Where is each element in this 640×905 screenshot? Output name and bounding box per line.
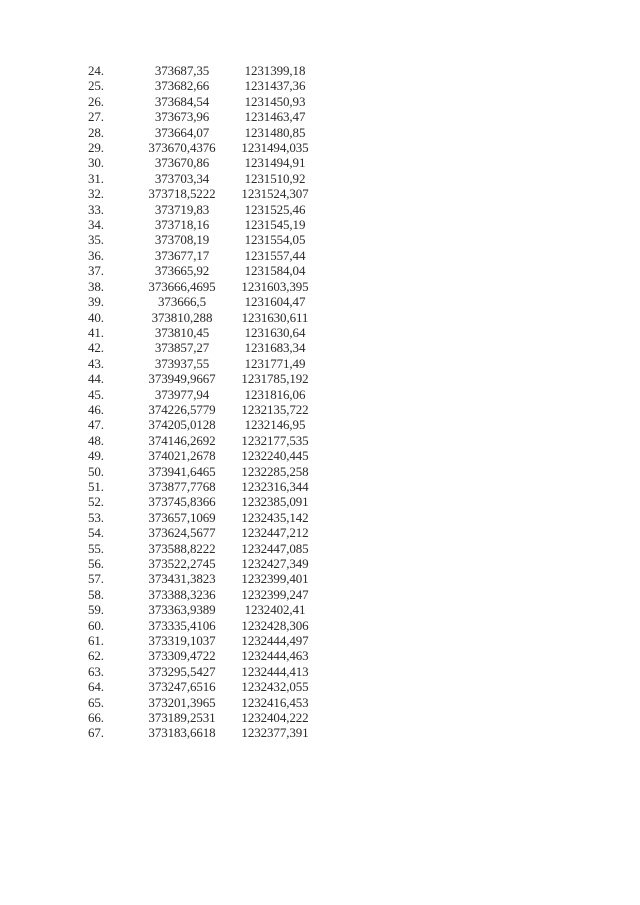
point-number: 41. bbox=[88, 324, 104, 340]
point-number: 38. bbox=[88, 278, 104, 294]
y-coordinate: 1231525,46 bbox=[244, 201, 306, 217]
table-row bbox=[88, 402, 320, 417]
y-coordinate: 1231603,395 bbox=[241, 278, 309, 294]
point-number: 35. bbox=[88, 232, 104, 248]
point-number: 36. bbox=[88, 247, 104, 263]
y-coordinate: 1232432,055 bbox=[241, 679, 309, 695]
y-coordinate: 1232404,222 bbox=[241, 710, 309, 726]
x-coordinate: 373522,2745 bbox=[148, 556, 216, 571]
x-coordinate: 373319,1037 bbox=[148, 633, 216, 649]
x-coordinate: 373588,8222 bbox=[148, 540, 216, 556]
point-number: 43. bbox=[88, 355, 104, 371]
table-row bbox=[88, 464, 320, 479]
table-row bbox=[88, 725, 320, 740]
x-coordinate: 373335,4106 bbox=[148, 617, 216, 633]
x-coordinate: 373745,8366 bbox=[148, 494, 216, 510]
table-row bbox=[88, 310, 320, 325]
point-number: 63. bbox=[88, 663, 104, 679]
y-coordinate: 1231399,18 bbox=[244, 63, 306, 78]
point-number: 40. bbox=[88, 309, 104, 325]
point-number: 53. bbox=[88, 509, 104, 525]
x-coordinate: 374205,0128 bbox=[148, 417, 216, 433]
x-coordinate: 374226,5779 bbox=[148, 401, 216, 417]
y-coordinate: 1232240,445 bbox=[241, 448, 309, 464]
point-number: 49. bbox=[88, 448, 104, 464]
table-row bbox=[88, 571, 320, 586]
x-coordinate: 373941,6465 bbox=[148, 463, 216, 479]
x-coordinate: 373666,5 bbox=[158, 294, 206, 310]
y-coordinate: 1231510,92 bbox=[244, 170, 306, 186]
x-coordinate: 373665,92 bbox=[154, 263, 210, 279]
table-row bbox=[88, 155, 320, 170]
point-number: 29. bbox=[88, 140, 104, 156]
y-coordinate: 1232399,247 bbox=[241, 586, 309, 602]
point-number: 27. bbox=[88, 109, 104, 125]
table-row bbox=[88, 294, 320, 309]
x-coordinate: 373388,3236 bbox=[148, 586, 216, 602]
y-coordinate: 1232444,463 bbox=[241, 648, 309, 664]
table-row bbox=[88, 109, 320, 124]
table-row bbox=[88, 248, 320, 263]
x-coordinate: 373363,9389 bbox=[148, 602, 216, 618]
point-number: 61. bbox=[88, 633, 104, 649]
table-row bbox=[88, 140, 320, 155]
point-number: 26. bbox=[88, 93, 104, 109]
table-row bbox=[88, 541, 320, 556]
table-row bbox=[88, 186, 320, 201]
x-coordinate: 373673,96 bbox=[154, 109, 210, 125]
x-coordinate: 373877,7768 bbox=[148, 478, 216, 494]
x-coordinate: 373719,83 bbox=[154, 201, 210, 217]
x-coordinate: 373664,07 bbox=[154, 124, 210, 140]
x-coordinate: 373431,3823 bbox=[148, 571, 216, 587]
y-coordinate: 1232447,212 bbox=[241, 525, 309, 541]
y-coordinate: 1231494,91 bbox=[244, 155, 306, 171]
table-row bbox=[88, 448, 320, 463]
point-number: 46. bbox=[88, 401, 104, 417]
y-coordinate: 1231557,44 bbox=[244, 247, 306, 263]
x-coordinate: 374146,2692 bbox=[148, 432, 216, 448]
point-number: 55. bbox=[88, 540, 104, 556]
table-row bbox=[88, 633, 320, 648]
point-number: 33. bbox=[88, 201, 104, 217]
table-row bbox=[88, 494, 320, 509]
y-coordinate: 1231771,49 bbox=[244, 355, 306, 371]
x-coordinate: 373201,3965 bbox=[148, 694, 216, 710]
x-coordinate: 373309,4722 bbox=[148, 648, 216, 664]
x-coordinate: 373810,45 bbox=[154, 324, 210, 340]
table-row bbox=[88, 94, 320, 109]
x-coordinate: 373810,288 bbox=[151, 309, 213, 325]
point-number: 44. bbox=[88, 371, 104, 387]
point-number: 56. bbox=[88, 556, 104, 571]
table-row bbox=[88, 510, 320, 525]
table-row bbox=[88, 479, 320, 494]
x-coordinate: 373682,66 bbox=[154, 78, 210, 94]
y-coordinate: 1232416,453 bbox=[241, 694, 309, 710]
x-coordinate: 373295,5427 bbox=[148, 663, 216, 679]
table-row bbox=[88, 602, 320, 617]
y-coordinate: 1232385,091 bbox=[241, 494, 309, 510]
point-number: 66. bbox=[88, 710, 104, 726]
point-number: 34. bbox=[88, 217, 104, 233]
table-row bbox=[88, 710, 320, 725]
x-coordinate: 373657,1069 bbox=[148, 509, 216, 525]
x-coordinate: 373670,86 bbox=[154, 155, 210, 171]
y-coordinate: 1231494,035 bbox=[241, 140, 309, 156]
x-coordinate: 373684,54 bbox=[154, 93, 210, 109]
x-coordinate: 373937,55 bbox=[154, 355, 210, 371]
table-row bbox=[88, 525, 320, 540]
x-coordinate: 373977,94 bbox=[154, 386, 210, 402]
point-number: 62. bbox=[88, 648, 104, 664]
x-coordinate: 373247,6516 bbox=[148, 679, 216, 695]
table-row bbox=[88, 664, 320, 679]
y-coordinate: 1231604,47 bbox=[244, 294, 306, 310]
point-number: 32. bbox=[88, 186, 104, 202]
point-number: 51. bbox=[88, 478, 104, 494]
x-coordinate: 373687,35 bbox=[154, 63, 210, 78]
y-coordinate: 1231554,05 bbox=[244, 232, 306, 248]
point-number: 48. bbox=[88, 432, 104, 448]
x-coordinate: 373949,9667 bbox=[148, 371, 216, 387]
table-row bbox=[88, 217, 320, 232]
x-coordinate: 373677,17 bbox=[154, 247, 210, 263]
y-coordinate: 1232177,535 bbox=[241, 432, 309, 448]
table-row bbox=[88, 618, 320, 633]
y-coordinate: 1231524,307 bbox=[241, 186, 309, 202]
x-coordinate: 373670,4376 bbox=[148, 140, 216, 156]
table-row bbox=[88, 387, 320, 402]
point-number: 59. bbox=[88, 602, 104, 618]
y-coordinate: 1231630,64 bbox=[244, 324, 306, 340]
x-coordinate: 373718,5222 bbox=[148, 186, 216, 202]
point-number: 50. bbox=[88, 463, 104, 479]
y-coordinate: 1232428,306 bbox=[241, 617, 309, 633]
point-number: 39. bbox=[88, 294, 104, 310]
point-number: 30. bbox=[88, 155, 104, 171]
table-row bbox=[88, 78, 320, 93]
point-number: 54. bbox=[88, 525, 104, 541]
y-coordinate: 1232377,391 bbox=[241, 725, 309, 741]
x-coordinate: 373718,16 bbox=[154, 217, 210, 233]
y-coordinate: 1231545,19 bbox=[244, 217, 306, 233]
y-coordinate: 1231437,36 bbox=[244, 78, 306, 94]
table-row bbox=[88, 202, 320, 217]
x-coordinate: 373183,6618 bbox=[148, 725, 216, 741]
y-coordinate: 1232444,413 bbox=[241, 663, 309, 679]
table-row bbox=[88, 63, 320, 78]
y-coordinate: 1232316,344 bbox=[241, 478, 309, 494]
table-row bbox=[88, 125, 320, 140]
y-coordinate: 1231816,06 bbox=[244, 386, 306, 402]
table-row bbox=[88, 417, 320, 432]
table-row bbox=[88, 371, 320, 386]
y-coordinate: 1231584,04 bbox=[244, 263, 306, 279]
y-coordinate: 1231463,47 bbox=[244, 109, 306, 125]
y-coordinate: 1232135,722 bbox=[241, 401, 309, 417]
y-coordinate: 1232435,142 bbox=[241, 509, 309, 525]
x-coordinate: 373666,4695 bbox=[148, 278, 216, 294]
x-coordinate: 373624,5677 bbox=[148, 525, 216, 541]
point-number: 58. bbox=[88, 586, 104, 602]
y-coordinate: 1232402,41 bbox=[244, 602, 306, 618]
y-coordinate: 1231683,34 bbox=[244, 340, 306, 356]
y-coordinate: 1231630,611 bbox=[241, 309, 309, 325]
x-coordinate: 373703,34 bbox=[154, 170, 210, 186]
point-number: 24. bbox=[88, 63, 104, 78]
point-number: 64. bbox=[88, 679, 104, 695]
coordinate-table-body bbox=[88, 63, 320, 741]
table-row bbox=[88, 279, 320, 294]
table-row bbox=[88, 340, 320, 355]
x-coordinate: 373189,2531 bbox=[148, 710, 216, 726]
y-coordinate: 1231785,192 bbox=[241, 371, 309, 387]
y-coordinate: 1232146,95 bbox=[244, 417, 306, 433]
table-row bbox=[88, 433, 320, 448]
y-coordinate: 1232427,349 bbox=[241, 556, 309, 571]
point-number: 57. bbox=[88, 571, 104, 587]
point-number: 25. bbox=[88, 78, 104, 94]
y-coordinate: 1231450,93 bbox=[244, 93, 306, 109]
point-number: 67. bbox=[88, 725, 104, 741]
y-coordinate: 1232399,401 bbox=[241, 571, 309, 587]
table-row bbox=[88, 587, 320, 602]
table-row bbox=[88, 171, 320, 186]
y-coordinate: 1232444,497 bbox=[241, 633, 309, 649]
table-row bbox=[88, 325, 320, 340]
table-row bbox=[88, 232, 320, 247]
y-coordinate: 1232285,258 bbox=[241, 463, 309, 479]
point-number: 47. bbox=[88, 417, 104, 433]
table-row bbox=[88, 356, 320, 371]
y-coordinate: 1231480,85 bbox=[244, 124, 306, 140]
table-row bbox=[88, 556, 320, 571]
x-coordinate: 373708,19 bbox=[154, 232, 210, 248]
y-coordinate: 1232447,085 bbox=[241, 540, 309, 556]
x-coordinate: 373857,27 bbox=[154, 340, 210, 356]
point-number: 37. bbox=[88, 263, 104, 279]
table-row bbox=[88, 648, 320, 663]
point-number: 60. bbox=[88, 617, 104, 633]
point-number: 31. bbox=[88, 170, 104, 186]
point-number: 45. bbox=[88, 386, 104, 402]
coordinate-table bbox=[88, 63, 320, 741]
x-coordinate: 374021,2678 bbox=[148, 448, 216, 464]
point-number: 42. bbox=[88, 340, 104, 356]
table-row bbox=[88, 263, 320, 278]
point-number: 52. bbox=[88, 494, 104, 510]
point-number: 65. bbox=[88, 694, 104, 710]
table-row bbox=[88, 695, 320, 710]
point-number: 28. bbox=[88, 124, 104, 140]
table-row bbox=[88, 679, 320, 694]
